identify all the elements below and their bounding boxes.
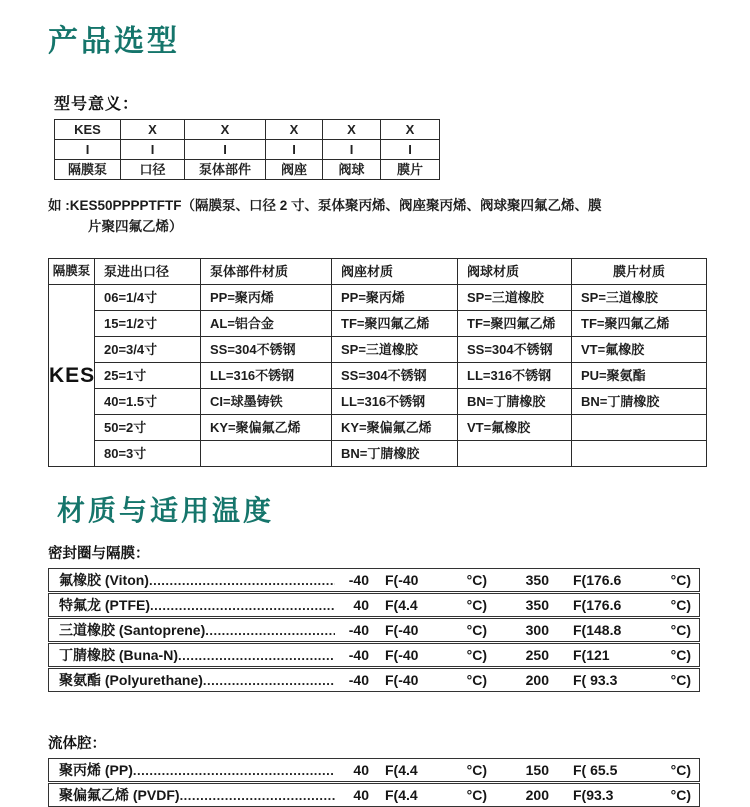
min-temp-c-value: F(-40	[385, 672, 419, 688]
seat-material-cell: KY=聚偏氟乙烯	[332, 415, 458, 441]
min-temp-c-value: F(-40	[385, 572, 419, 588]
ball-material-cell: TF=聚四氟乙烯	[458, 311, 572, 337]
min-temp-c-value: F(4.4	[385, 787, 418, 803]
min-temp-f: -40	[348, 572, 369, 588]
max-temp-f: 250	[525, 647, 549, 663]
min-temp-f: -40	[348, 647, 369, 663]
material-label: 特氟龙 (PTFE)	[59, 597, 150, 613]
degree-unit: °C)	[670, 672, 691, 688]
header-cell: 膜片材质	[572, 259, 707, 285]
table-row	[55, 140, 440, 160]
body-material-cell: AL=铝合金	[201, 311, 332, 337]
degree-unit: °C)	[670, 597, 691, 613]
max-temp-c	[573, 647, 691, 663]
max-temp-f: 150	[525, 762, 549, 778]
ball-material-cell: BN=丁腈橡胶	[458, 389, 572, 415]
header-cell: 阀座材质	[332, 259, 458, 285]
body-material-cell: CI=球墨铸铁	[201, 389, 332, 415]
seat-material-cell: SP=三道橡胶	[332, 337, 458, 363]
min-temp-c-value: F(-40	[385, 622, 419, 638]
body-material-cell	[201, 441, 332, 467]
ball-material-cell: SP=三道橡胶	[458, 285, 572, 311]
header-cell: 泵进出口径	[95, 259, 201, 285]
degree-unit: °C)	[466, 762, 487, 778]
body-material-cell: SS=304不锈钢	[201, 337, 332, 363]
max-temp-f: 200	[525, 787, 549, 803]
temp-row	[48, 618, 700, 642]
ball-material-cell: LL=316不锈钢	[458, 363, 572, 389]
header-cell: 隔膜泵	[49, 259, 95, 285]
size-cell: 06=1/4寸	[95, 285, 201, 311]
ball-material-cell: VT=氟橡胶	[458, 415, 572, 441]
dot-leader	[205, 622, 335, 638]
connector-cell: I	[266, 140, 323, 160]
seat-material-cell: TF=聚四氟乙烯	[332, 311, 458, 337]
degree-unit: °C)	[466, 672, 487, 688]
size-cell: 40=1.5寸	[95, 389, 201, 415]
max-temp-f: 200	[525, 672, 549, 688]
code-cell: X	[381, 120, 440, 140]
degree-unit: °C)	[670, 787, 691, 803]
diaphragm-material-cell: TF=聚四氟乙烯	[572, 311, 707, 337]
max-temp-c-value: F(176.6	[573, 572, 622, 588]
meaning-cell: 口径	[121, 160, 185, 180]
size-cell: 15=1/2寸	[95, 311, 201, 337]
size-cell: 80=3寸	[95, 441, 201, 467]
seal-diaphragm-heading: 密封圈与隔膜：	[48, 546, 150, 562]
max-temp-c	[573, 572, 691, 588]
diaphragm-material-cell: SP=三道橡胶	[572, 285, 707, 311]
dot-leader	[178, 647, 335, 663]
diaphragm-material-cell: VT=氟橡胶	[572, 337, 707, 363]
meaning-cell: 隔膜泵	[55, 160, 121, 180]
material-label: 聚氨酯 (Polyurethane)	[59, 672, 203, 688]
min-temp-c	[385, 572, 487, 588]
temp-row	[48, 668, 700, 692]
material-label: 聚丙烯 (PP)	[59, 762, 133, 778]
fluid-temperature-table	[48, 758, 700, 807]
diaphragm-material-cell: BN=丁腈橡胶	[572, 389, 707, 415]
degree-unit: °C)	[670, 572, 691, 588]
header-cell: 泵体部件材质	[201, 259, 332, 285]
degree-unit: °C)	[466, 787, 487, 803]
model-example	[48, 195, 750, 237]
min-temp-f: 40	[353, 762, 369, 778]
dot-leader	[133, 762, 335, 778]
dot-leader	[203, 672, 335, 688]
connector-cell: I	[323, 140, 381, 160]
diaphragm-material-cell	[572, 415, 707, 441]
min-temp-c-value: F(-40	[385, 647, 419, 663]
degree-unit: °C)	[670, 622, 691, 638]
code-cell: X	[121, 120, 185, 140]
max-temp-c	[573, 622, 691, 638]
dot-leader	[149, 572, 335, 588]
min-temp-c	[385, 672, 487, 688]
degree-unit: °C)	[466, 572, 487, 588]
connector-cell: I	[381, 140, 440, 160]
max-temp-c-value: F(176.6	[573, 597, 622, 613]
min-temp-c-value: F(4.4	[385, 762, 418, 778]
code-cell: X	[185, 120, 266, 140]
table-header-row	[49, 259, 707, 285]
size-cell: 25=1寸	[95, 363, 201, 389]
material-label: 三道橡胶 (Santoprene)	[59, 622, 206, 638]
code-cell: KES	[55, 120, 121, 140]
min-temp-c	[385, 762, 487, 778]
example-line: 如 :KES50PPPPTFTF（隔膜泵、口径 2 寸、泵体聚丙烯、阀座聚丙烯、阀球聚四氟乙烯、膜	[48, 198, 602, 213]
min-temp-f: 40	[353, 597, 369, 613]
size-cell: 20=3/4寸	[95, 337, 201, 363]
degree-unit: °C)	[670, 762, 691, 778]
size-cell: 50=2寸	[95, 415, 201, 441]
max-temp-f: 300	[525, 622, 549, 638]
material-label: 氟橡胶 (Viton)	[59, 572, 149, 588]
min-temp-f: 40	[353, 787, 369, 803]
seat-material-cell: PP=聚丙烯	[332, 285, 458, 311]
meaning-cell: 阀球	[323, 160, 381, 180]
dot-leader	[150, 597, 335, 613]
meaning-cell: 阀座	[266, 160, 323, 180]
max-temp-c-value: F(93.3	[573, 787, 614, 803]
page-title: 产品选型	[48, 25, 180, 58]
diaphragm-material-cell	[572, 441, 707, 467]
dot-leader	[180, 787, 335, 803]
header-cell: 阀球材质	[458, 259, 572, 285]
table-row	[49, 311, 707, 337]
table-row	[55, 120, 440, 140]
fluid-chamber-heading: 流体腔：	[48, 736, 106, 752]
body-material-cell: LL=316不锈钢	[201, 363, 332, 389]
connector-cell: I	[121, 140, 185, 160]
meaning-cell: 膜片	[381, 160, 440, 180]
code-cell: X	[266, 120, 323, 140]
max-temp-c	[573, 787, 691, 803]
seat-material-cell: BN=丁腈橡胶	[332, 441, 458, 467]
ball-material-cell	[458, 441, 572, 467]
table-row	[49, 285, 707, 311]
body-material-cell: PP=聚丙烯	[201, 285, 332, 311]
max-temp-c-value: F(121	[573, 647, 610, 663]
temp-row	[48, 758, 700, 782]
min-temp-c	[385, 787, 487, 803]
max-temp-c-value: F( 93.3	[573, 672, 618, 688]
model-meaning-heading: 型号意义：	[54, 96, 140, 113]
max-temp-c	[573, 762, 691, 778]
degree-unit: °C)	[466, 597, 487, 613]
degree-unit: °C)	[466, 622, 487, 638]
seal-temperature-table	[48, 568, 700, 692]
material-label: 丁腈橡胶 (Buna-N)	[59, 647, 178, 663]
min-temp-c-value: F(4.4	[385, 597, 418, 613]
section-title-materials-temperature: 材质与适用温度	[57, 495, 275, 526]
example-line: 片聚四氟乙烯）	[88, 219, 183, 234]
degree-unit: °C)	[670, 647, 691, 663]
min-temp-c	[385, 597, 487, 613]
min-temp-c	[385, 622, 487, 638]
table-row	[49, 363, 707, 389]
temp-row	[48, 568, 700, 592]
ball-material-cell: SS=304不锈钢	[458, 337, 572, 363]
table-row	[49, 337, 707, 363]
connector-cell: I	[185, 140, 266, 160]
series-code-cell: KES	[49, 285, 95, 467]
seat-material-cell: LL=316不锈钢	[332, 389, 458, 415]
temp-row	[48, 593, 700, 617]
temp-row	[48, 783, 700, 807]
code-cell: X	[323, 120, 381, 140]
model-code-table	[54, 119, 440, 180]
degree-unit: °C)	[466, 647, 487, 663]
connector-cell: I	[55, 140, 121, 160]
meaning-cell: 泵体部件	[185, 160, 266, 180]
min-temp-f: -40	[348, 622, 369, 638]
table-row	[49, 415, 707, 441]
table-row	[55, 160, 440, 180]
max-temp-c-value: F( 65.5	[573, 762, 618, 778]
max-temp-c	[573, 597, 691, 613]
max-temp-c-value: F(148.8	[573, 622, 622, 638]
min-temp-c	[385, 647, 487, 663]
body-material-cell: KY=聚偏氟乙烯	[201, 415, 332, 441]
selection-table	[48, 258, 707, 467]
diaphragm-material-cell: PU=聚氨酯	[572, 363, 707, 389]
temp-row	[48, 643, 700, 667]
max-temp-f: 350	[525, 597, 549, 613]
table-row	[49, 389, 707, 415]
seat-material-cell: SS=304不锈钢	[332, 363, 458, 389]
max-temp-f: 350	[525, 572, 549, 588]
max-temp-c	[573, 672, 691, 688]
material-label: 聚偏氟乙烯 (PVDF)	[59, 787, 180, 803]
min-temp-f: -40	[348, 672, 369, 688]
table-row	[49, 441, 707, 467]
